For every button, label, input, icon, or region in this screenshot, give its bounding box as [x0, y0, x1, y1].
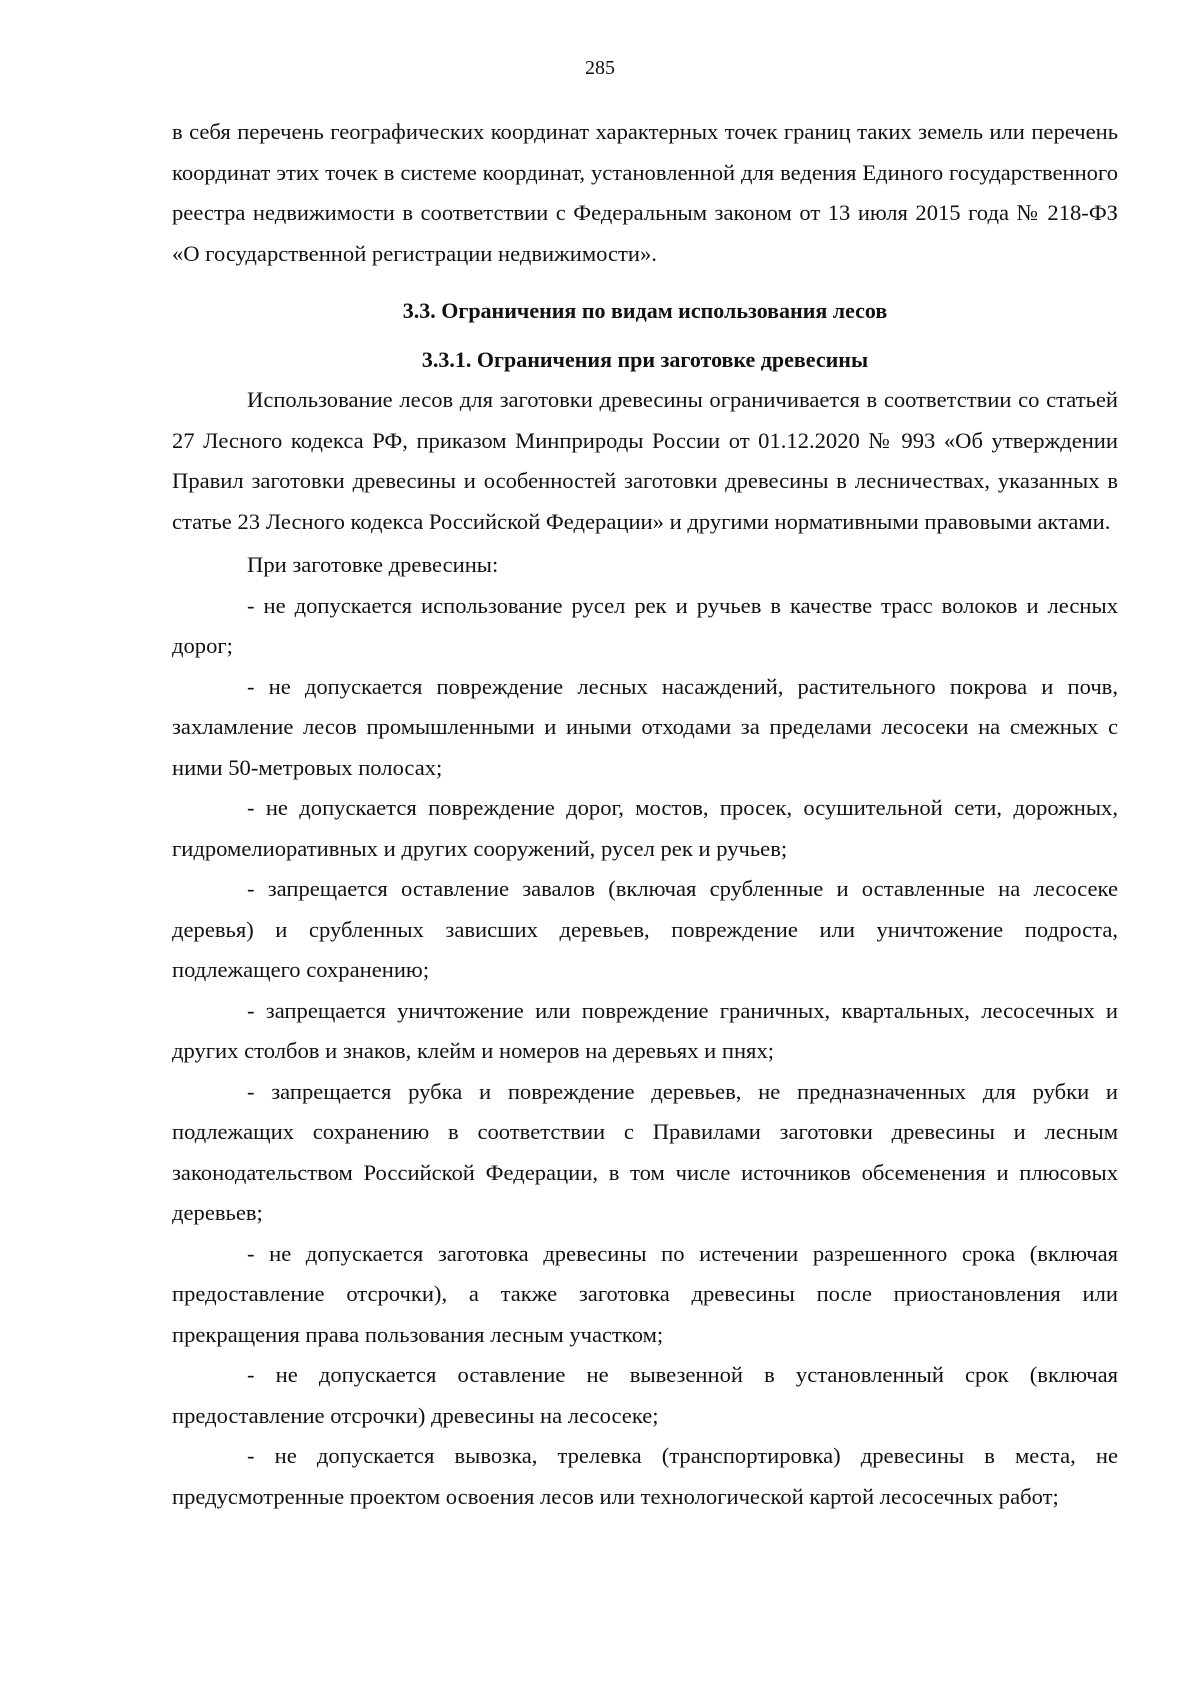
list-item: - не допускается повреждение дорог, мостов, просек, осушительной сети, дорожных, гидромелиоративных и других сооружений, русел рек и ручьев;	[172, 795, 1118, 861]
section-heading: 3.3. Ограничения по видам использования лесов	[402, 298, 888, 323]
intro-paragraph: Использование лесов для заготовки древесины ограничивается в соответствии со статьей 27 Лесного кодекса РФ, приказом Минприроды России от 01.12.2020 № 993 «Об утверждении Правил заготовки древесины и особенностей заготовки древесины в лесничествах, указанных в статье 23 Лесного кодекса Российской Федерации» и другими нормативными правовыми актами.	[172, 387, 1118, 534]
document-body	[172, 112, 1118, 1517]
list-item: - не допускается повреждение лесных насаждений, растительного покрова и почв, захламление лесов промышленными и иными отходами за пределами лесосеки на смежных с ними 50-метровых полосах;	[172, 673, 1118, 780]
list-item: - не допускается использование русел рек и ручьев в качестве трасс волоков и лесных дорог;	[172, 592, 1118, 658]
list-item: - не допускается оставление не вывезенной в установленный срок (включая предоставление отсрочки) древесины на лесосеке;	[172, 1362, 1118, 1428]
list-item: - запрещается уничтожение или повреждение граничных, квартальных, лесосечных и других столбов и знаков, клейм и номеров на деревьях и пнях;	[172, 997, 1118, 1063]
continuation-paragraph: в себя перечень географических координат характерных точек границ таких земель или перечень координат этих точек в системе координат, установленной для ведения Единого государственного реестра недвижимости в соответствии с Федеральным законом от 13 июля 2015 года № 218-ФЗ «О государственной регистрации недвижимости».	[172, 119, 1118, 266]
list-item: - не допускается заготовка древесины по истечении разрешенного срока (включая предоставление отсрочки), а также заготовка древесины после приостановления или прекращения права пользования лесным участком;	[172, 1240, 1118, 1347]
list-item: - запрещается рубка и повреждение деревьев, не предназначенных для рубки и подлежащих сохранению в соответствии с Правилами заготовки древесины и лесным законодательством Российской Федерации, в том числе источников обсеменения и плюсовых деревьев;	[172, 1078, 1118, 1225]
page-number: 285	[585, 57, 615, 79]
list-lead: При заготовке древесины:	[247, 552, 499, 577]
list-item: - запрещается оставление завалов (включая срубленные и оставленные на лесосеке деревья) и срубленных зависших деревьев, повреждение или уничтожение подроста, подлежащего сохранению;	[172, 876, 1118, 982]
list-item: - не допускается вывозка, трелевка (транспортировка) древесины в места, не предусмотренные проектом освоения лесов или технологической картой лесосечных работ;	[172, 1443, 1118, 1509]
subsection-heading: 3.3.1. Ограничения при заготовке древесины	[421, 346, 869, 372]
